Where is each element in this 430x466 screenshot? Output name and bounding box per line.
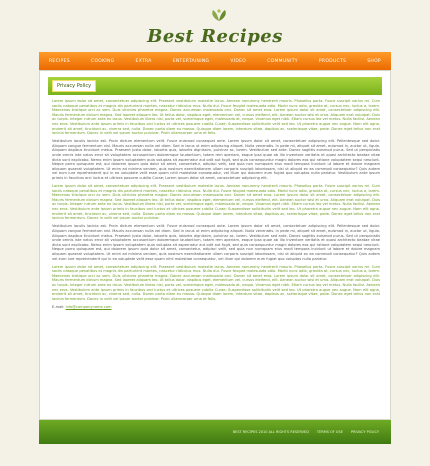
paragraph-5: Lorem ipsum dolor sit amet, consectetuer adipiscing elit. Praesent vestibulum molestie lacus. Aenean nonummy hendrerit mauris. Phasellus porta. Fusce suscipit varius mi. Cum sociis natoque penatibus et magnis dis parturient montes, nascetur ridiculus mus. Nulla dui. Fusce feugiat malesuada odio. Morbi nunc odio, gravida at, cursus nec, luctus a, lorem. Maecenas tristique orci ac sem. Duis ultricies pharetra magna. Donec accumsan malesuada orci. Donec sit amet eros. Lorem ipsum dolor sit amet, consectetuer adipiscing elit. Mauris fermentum dictum magna. Sed laoreet aliquam leo. Ut tellus dolor, dapibus eget, elementum vel, cursus eleifend, elit. Aenean auctor wisi et urna. Aliquam erat volutpat. Duis ac turpis. Integer rutrum ante eu lacus. Vestibulum libero nisl, porta vel, scelerisque eget, malesuada at, neque. Vivamus eget nibh. Etiam cursus leo vel metus. Nulla facilisi. Aenean nec eros. Vestibulum ante ipsum primis in faucibus orci luctus et ultrices posuere cubilia Curae; Suspendisse sollicitudin velit sed leo. Ut pharetra augue nec augue. Nam elit agna, endrerit sit amet, tincidunt ac, viverra sed, nulla. Donec porta diam eu massa. Quisque diam lorem, interdum vitae, dapibus ac, scelerisque vitae, pede. Donec eget tellus non erat lacinia fermentum. Donec in velit vel ipsum auctor pulvinar. Proin ullamcorper urna et felis. [52,264,380,301]
nav-item-cooking[interactable]: COOKING [91,58,115,64]
nav-item-extra[interactable]: EXTRA [135,58,152,64]
nav-item-video[interactable]: VIDEO [230,58,247,64]
nav-item-recipes[interactable]: RECIPES [49,58,70,64]
content-panel [39,70,391,420]
nav-item-products[interactable]: PRODUCTS [318,58,347,64]
nav-item-community[interactable]: COMMUNITY [267,58,298,64]
policy-text [52,99,380,309]
paragraph-1: Lorem ipsum dolor sit amet, consectetuer adipiscing elit. Praesent vestibulum molestie lacus. Aenean nonummy hendrerit mauris. Phasellus porta. Fusce suscipit varius mi. Cum sociis natoque penatibus et magnis dis parturient montes, nascetur ridiculus mus. Nulla dui. Fusce feugiat malesuada odio. Morbi nunc odio, gravida at, cursus nec, luctus a, lorem. Maecenas tristique orci ac sem. Duis ultricies pharetra magna. Donec accumsan malesuada orci. Donec sit amet eros. Lorem ipsum dolor sit amet, consectetuer adipiscing elit. Mauris fermentum dictum magna. Sed laoreet aliquam leo. Ut tellus dolor, dapibus eget, elementum vel, cursus eleifend, elit. Aenean auctor wisi et urna. Aliquam erat volutpat. Duis ac turpis. Integer rutrum ante eu lacus. Vestibulum libero nisl, porta vel, scelerisque eget, malesuada at, neque. Vivamus eget nibh. Etiam cursus leo vel metus. Nulla facilisi. Aenean nec eros. Vestibulum ante ipsum primis in faucibus orci luctus et ultrices posuere cubilia Curae; Suspendisse sollicitudin velit sed leo. Ut pharetra augue nec augue. Nam elit agna, endrerit sit amet, tincidunt ac, viverra sed, nulla. Donec porta diam eu massa. Quisque diam lorem, interdum vitae, dapibus ac, scelerisque vitae, pede. Donec eget tellus non erat lacinia fermentum. Donec in velit vel ipsum auctor pulvinar. Proin ullamcorper urna et felis. [52,99,380,136]
page [39,0,391,466]
section-header-bar [48,77,382,95]
leaf-icon [207,8,231,22]
paragraph-3: Lorem ipsum dolor sit amet, consectetuer adipiscing elit. Praesent vestibulum molestie lacus. Aenean nonummy hendrerit mauris. Phasellus porta. Fusce suscipit varius mi. Cum sociis natoque penatibus et magnis dis parturient montes, nascetur ridiculus mus. Nulla dui. Fusce feugiat malesuada odio. Morbi nunc odio, gravida at, cursus nec, luctus a, lorem. Maecenas tristique orci ac sem. Duis ultricies pharetra magna. Donec accumsan malesuada orci. Donec sit amet eros. Lorem ipsum dolor sit amet, consectetuer adipiscing elit. Mauris fermentum dictum magna. Sed laoreet aliquam leo. Ut tellus dolor, dapibus eget, elementum vel, cursus eleifend, elit. Aenean auctor wisi et urna. Aliquam erat volutpat. Duis ac turpis. Integer rutrum ante eu lacus. Vestibulum libero nisl, porta vel, scelerisque eget, malesuada at, neque. Vivamus eget nibh. Etiam cursus leo vel metus. Nulla facilisi. Aenean nec eros. Vestibulum ante ipsum primis in faucibus orci luctus et ultrices posuere cubilia Curae; Suspendisse sollicitudin velit sed leo. Ut pharetra augue nec augue. Nam elit agna, endrerit sit amet, tincidunt ac, viverra sed, nulla. Donec porta diam eu massa. Quisque diam lorem, interdum vitae, dapibus ac, scelerisque vitae, pede. Donec eget tellus non erat lacinia fermentum. Donec in velit vel ipsum auctor pulvinar. [52,184,380,221]
logo-text: Best Recipes [147,26,283,47]
paragraph-2: Vestibulum iaculis lacinia est. Proin dictum elementum velit. Fusce euismod consequat ante. Lorem ipsum dolor sit amet, consectetuer adipiscing elit. Pellentesque sed dolor. Aliquam congue fermentum nisl. Mauris accumsan nulla vel diam. Sed in lacus ut enim adipiscing aliquet. Nulla venenatis. In pede mi, aliquet sit amet, euismod in, auctor ut, ligula. Aliquam dapibus tincidunt metus. Praesent justo dolor, lobortis quis, lobortis dignissim, pulvinar ac, lorem. Vestibulum sed ante. Donec sagittis euismod purus. Sed ut perspiciatis unde omnis iste natus error sit voluptatem accusantium doloremque laudantium, totam rem aperiam, eaque ipsa quae ab illo inventore veritatis et quasi architecto beatae vitae dicta sunt explicabo. Nemo enim ipsam voluptatem quia voluptas sit aspernatur aut odit aut fugit, sed quia consequuntur magni dolores eos qui ratione voluptatem sequi nesciunt. Neque porro quisquam est, qui dolorem ipsum quia dolor sit amet, consectetur, adipisci velit, sed quia non numquam eius modi tempora incidunt ut labore et dolore magnam aliquam quaerat voluptatem. Ut enim ad minima veniam, quis nostrum exercitationem ullam corporis suscipit laboriosam, nisi ut aliquid ex ea commodi consequatur? Quis autem vel eum iure reprehenderit qui in ea voluptate velit esse quam nihil molestiae consequatur, vel illum qui dolorem eum fugiat quo voluptas nulla pariatur. Vestibulum ante ipsum primis in faucibus orci luctus et ultrices posuere cubilia Curae; Lorem ipsum dolor sit amet, consectetuer adipiscing elit. [52,139,380,180]
main-nav [39,52,391,70]
nav-item-shop[interactable]: SHOP [367,58,381,64]
email-label: E-mail: [52,304,65,309]
footer-link-terms[interactable]: TERMS OF USE [316,430,343,434]
section-title: Privacy Policy [52,80,96,92]
paragraph-4: Vestibulum iaculis lacinia est. Proin dictum elementum velit. Fusce euismod consequat ante. Lorem ipsum dolor sit amet, consectetuer adipiscing elit. Pellentesque sed dolor. Aliquam congue fermentum nisl. Mauris accumsan nulla vel diam. Sed in lacus ut enim adipiscing aliquet. Nulla venenatis. In pede mi, aliquet sit amet, euismod in, auctor ut, ligula. Aliquam dapibus tincidunt metus. Praesent justo dolor, lobortis quis, lobortis dignissim, pulvinar ac, lorem. Vestibulum sed ante. Donec sagittis euismod purus. Sed ut perspiciatis unde omnis iste natus error sit voluptatem accusantium doloremque laudantium, totam rem aperiam, eaque ipsa quae ab illo inventore veritatis et quasi architecto beatae vitae dicta sunt explicabo. Nemo enim ipsam voluptatem quia voluptas sit aspernatur aut odit aut fugit, sed quia consequuntur magni dolores eos qui ratione voluptatem sequi nesciunt. Neque porro quisquam est, qui dolorem ipsum quia dolor sit amet, consectetur, adipisci velit, sed quia non numquam eius modi tempora incidunt ut labore et dolore magnam aliquam quaerat voluptatem. Ut enim ad minima veniam, quis nostrum exercitationem ullam corporis suscipit laboriosam, nisi ut aliquid ex ea commodi consequatur? Quis autem vel eum iure reprehenderit qui in ea voluptate velit esse quam nihil molestiae consequatur, vel illum qui dolorem eum fugiat quo voluptas nulla pariatur. [52,224,380,261]
email-link[interactable]: info@companyname.com [65,304,112,309]
nav-item-entertaining[interactable]: ENTERTAINING [172,58,210,64]
email-line [52,305,380,310]
site-logo[interactable] [39,6,391,46]
footer [39,420,391,444]
footer-link-privacy[interactable]: PRIVACY POLICY [350,430,379,434]
footer-copyright: BEST RECIPES 2010 ALL RIGHTS RESERVED [232,430,309,434]
